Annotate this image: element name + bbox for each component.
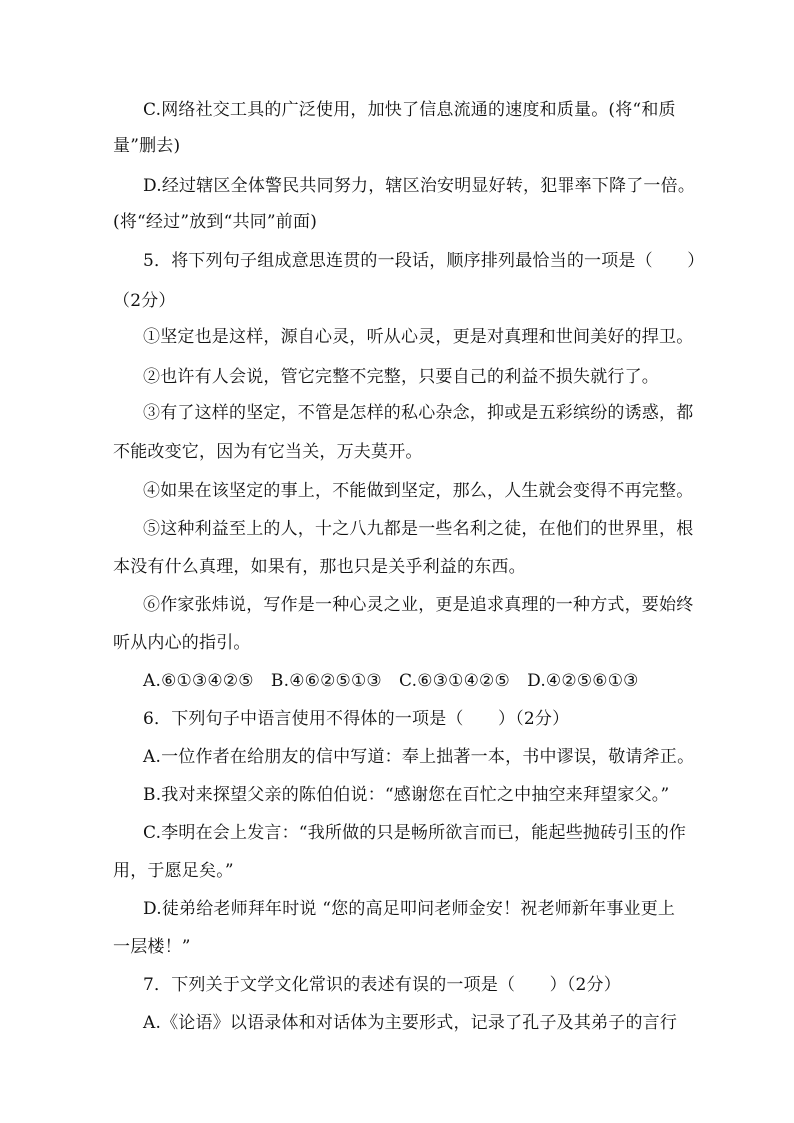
q7-stem: 7．下列关于文学文化常识的表述有误的一项是（ ）（2分） — [143, 975, 621, 995]
q5-sentence-3-line2: 不能改变它，因为有它当关，万夫莫开。 — [113, 442, 423, 462]
q5-options: A.⑥①③④②⑤ B.④⑥②⑤①③ C.⑥③①④②⑤ D.④②⑤⑥①③ — [143, 671, 639, 691]
q6-option-c-line2: 用，于愿足矣。” — [113, 861, 234, 881]
q5-sentence-4: ④如果在该坚定的事上，不能做到坚定，那么，人生就会变得不再完整。 — [143, 481, 694, 501]
q5-sentence-5-line1: ⑤这种利益至上的人，十之八九都是一些名利之徒，在他们的世界里，根 — [143, 519, 694, 539]
q5-sentence-3-line1: ③有了这样的坚定，不管是怎样的私心杂念，抑或是五彩缤纷的诱惑，都 — [143, 403, 694, 423]
q5-sentence-1: ①坚定也是这样，源自心灵，听从心灵，更是对真理和世间美好的捍卫。 — [143, 327, 694, 347]
q5-sentence-2: ②也许有人会说，管它完整不完整，只要自己的利益不损失就行了。 — [143, 367, 659, 387]
q6-option-b: B.我对来探望父亲的陈伯伯说：“感谢您在百忙之中抽空来拜望家父。” — [143, 785, 670, 805]
q5-sentence-6-line2: 听从内心的指引。 — [113, 633, 251, 653]
q5-stem-line2: （2分） — [113, 291, 176, 311]
q6-option-d-line2: 一层楼！” — [113, 937, 191, 957]
q5-sentence-6-line1: ⑥作家张炜说，写作是一种心灵之业，更是追求真理的一种方式，要始终 — [143, 595, 694, 615]
q6-option-d-line1: D.徒弟给老师拜年时说 “您的高足叩问老师金安！祝老师新年事业更上 — [143, 899, 676, 919]
q4-option-d-line2: (将“经过”放到“共同”前面) — [113, 212, 318, 232]
q6-stem: 6．下列句子中语言使用不得体的一项是（ ）（2分） — [143, 709, 570, 729]
q4-option-d-line1: D.经过辖区全体警民共同努力，辖区治安明显好转，犯罪率下降了一倍。 — [143, 176, 696, 196]
q4-option-c-line2: 量”删去) — [113, 136, 181, 156]
q4-option-c-line1: C.网络社交工具的广泛使用，加快了信息流通的速度和质量。(将“和质 — [143, 100, 676, 120]
q7-option-a-line1: A.《论语》以语录体和对话体为主要形式，记录了孔子及其弟子的言行 — [143, 1013, 678, 1033]
q5-sentence-5-line2: 本没有什么真理，如果有，那也只是关乎利益的东西。 — [113, 557, 526, 577]
q5-stem-line1: 5．将下列句子组成意思连贯的一段话，顺序排列最恰当的一项是（ ） — [143, 251, 705, 271]
q6-option-a: A.一位作者在给朋友的信中写道：奉上拙著一本，书中谬误，敬请斧正。 — [143, 747, 695, 767]
q6-option-c-line1: C.李明在会上发言：“我所做的只是畅所欲言而已，能起些抛砖引玉的作 — [143, 823, 687, 843]
